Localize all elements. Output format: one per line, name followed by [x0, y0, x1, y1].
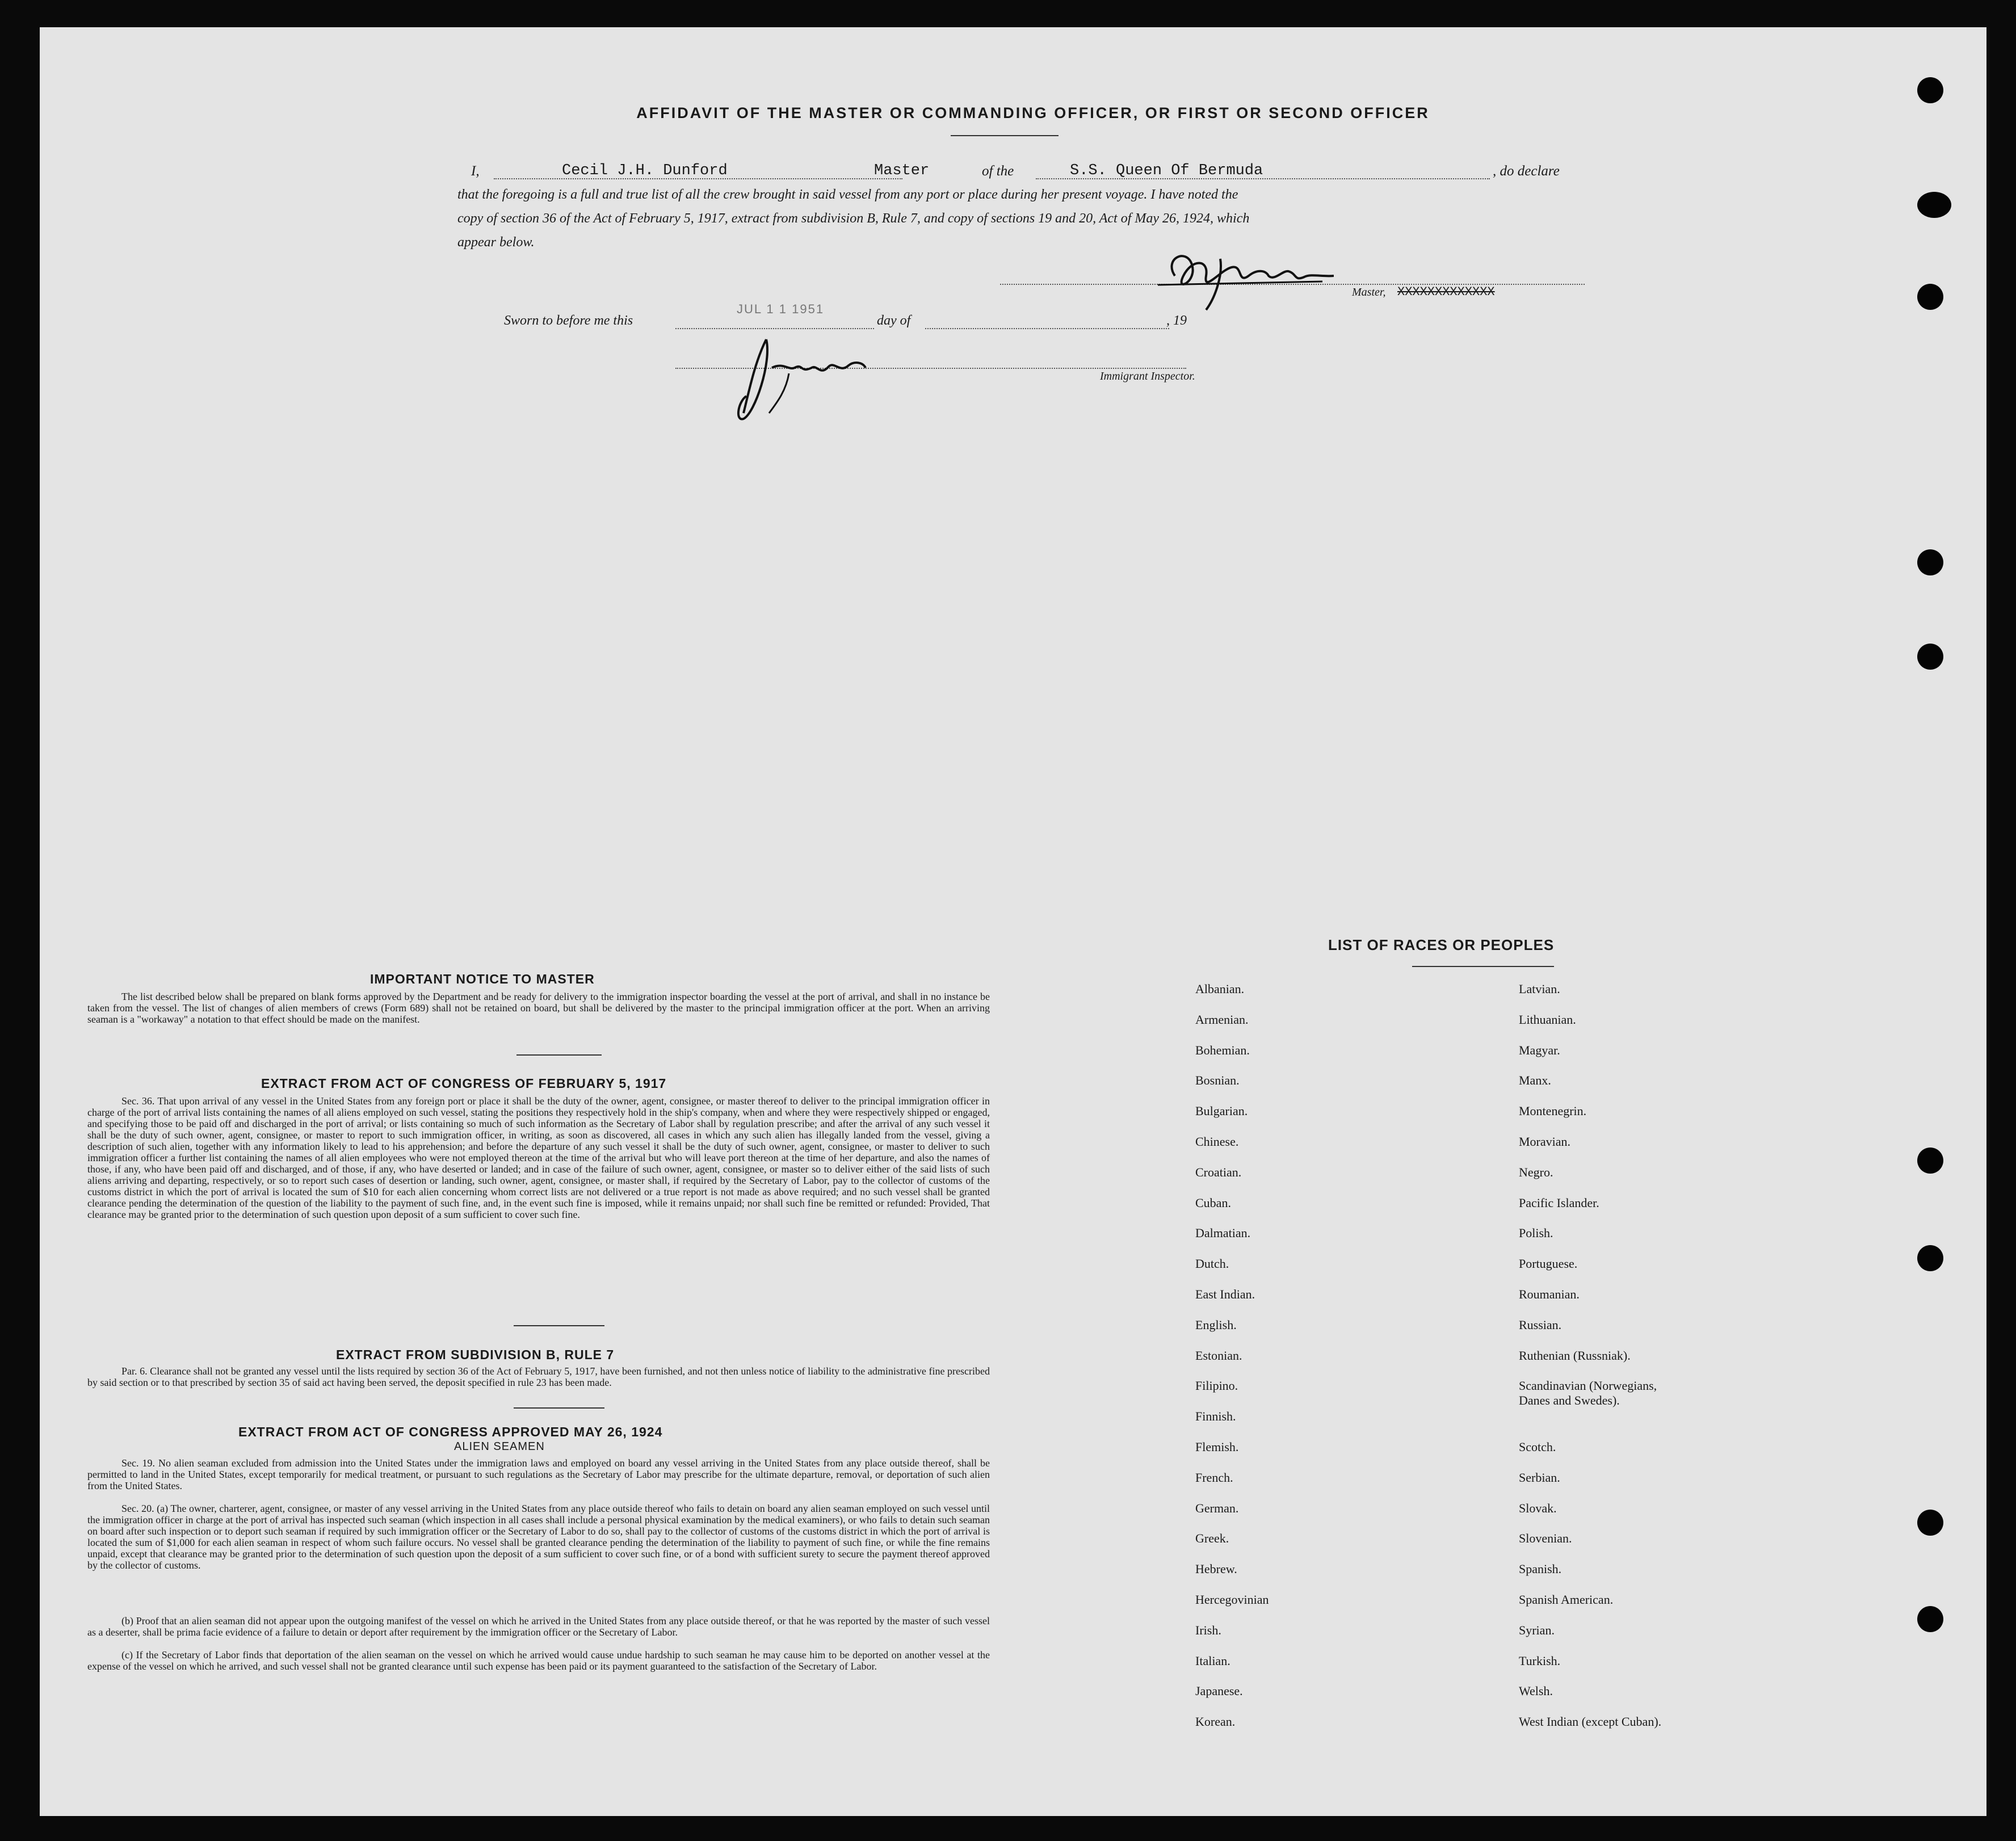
race-item: Spanish American.: [1519, 1592, 1614, 1607]
sworn-date-stamp: JUL 1 1 1951: [737, 302, 825, 316]
race-item: Irish.: [1195, 1623, 1221, 1637]
race-item: Albanian.: [1195, 982, 1245, 996]
race-item: East Indian.: [1195, 1287, 1255, 1301]
race-item: Serbian.: [1519, 1470, 1560, 1485]
race-item: German.: [1195, 1500, 1239, 1515]
struck-text: XXXXXXXXXXXXX: [1397, 285, 1495, 299]
punch-hole: [1917, 1245, 1943, 1271]
race-item: Bohemian.: [1195, 1043, 1250, 1057]
notice-title: IMPORTANT NOTICE TO MASTER: [370, 972, 595, 986]
inspector-signature: [732, 328, 880, 424]
punch-hole: [1917, 1606, 1943, 1632]
extract-1917-rule: [514, 1325, 604, 1326]
race-item: Hebrew.: [1195, 1562, 1237, 1577]
extract-1924-sec20c: (c) If the Secretary of Labor finds that deportation of the alien seaman on the vessel on which he arrived would cause undue hardship to such seaman he may cause him to be deported on another vessel at the expense of the vessel on which he arrived, and such vessel shall not be granted clearance until such expense has been paid or its payment guaranteed to the satisfaction of the Secretary of Labor.: [87, 1649, 990, 1672]
race-item: Dalmatian.: [1195, 1226, 1251, 1241]
race-item: Bulgarian.: [1195, 1104, 1248, 1119]
affidavit-title: AFFIDAVIT OF THE MASTER OR COMMANDING OFFICER, OR FIRST OR SECOND OFFICER: [636, 104, 1430, 121]
race-item: English.: [1195, 1317, 1237, 1332]
race-item: Cuban.: [1195, 1195, 1231, 1210]
sworn-label: Sworn to before me this: [504, 313, 633, 328]
notice-text: The list described below shall be prepared on blank forms approved by the Department and be ready for delivery to the immigration inspector boarding the vessel at the port of arrival, and shall in no instance be taken from the vessel. The list of changes of alien members of crews (Form 689) shall not be retained on board, but shall be delivered by the master to the principal immigration officer at the port. When an arriving seaman is a "workaway" a notation to that effect should be made on the manifest.: [87, 991, 990, 1025]
notice-rule: [516, 1054, 602, 1056]
race-item: Scandinavian (Norwegians, Danes and Swedes).: [1519, 1378, 1657, 1408]
race-item: Estonian.: [1195, 1348, 1242, 1363]
race-item: Korean.: [1195, 1714, 1236, 1729]
extract-1924-sec20a: Sec. 20. (a) The owner, charterer, agent, consignee, or master of any vessel arriving in the United States from any place outside thereof who fails to detain on board any alien seaman employed on such vessel until the immigration officer in charge at the port of arrival has inspected such seaman (which inspection in all cases shall include a personal physical examination by the medical examiners), or who fails to detain such seaman on board after such inspection or to deport such seaman if required by such immigration officer or the Secretary of Labor to do so, shall pay to the collector of customs of the customs district in which the port of arrival is located the sum of $1,000 for each alien seaman in respect of whom such failure occurs. No vessel shall be granted clearance pending the determination of the liability to payment of such fine, or while the fine remains unpaid, except that clearance may be granted prior to the determination of such question upon the deposit of a sum sufficient to cover such fine, or of a bond with sufficient surety to secure the payment thereof approved by the collector of customs.: [87, 1503, 990, 1571]
extract-rule7-rule: [514, 1407, 604, 1409]
document-page: [40, 27, 1986, 1816]
race-item: Greek.: [1195, 1531, 1229, 1546]
race-item: Hercegovinian: [1195, 1592, 1269, 1607]
race-item: Polish.: [1519, 1226, 1553, 1241]
race-item: Japanese.: [1195, 1684, 1243, 1699]
month-underline: [925, 328, 1169, 329]
extract-1924-sec20b: (b) Proof that an alien seaman did not appear upon the outgoing manifest of the vessel on which he arrived in the United States from any place outside thereof, or that he was reported by the master of such vessel as a deserter, shall be prima facie evidence of a failure to detain or deport after requirement by the immigration officer or the Secretary of Labor.: [87, 1615, 990, 1638]
race-item: Manx.: [1519, 1073, 1551, 1088]
race-item: Armenian.: [1195, 1012, 1249, 1027]
day-of-label: day of: [877, 313, 911, 328]
punch-hole: [1917, 549, 1943, 575]
race-item: Pacific Islander.: [1519, 1195, 1599, 1210]
race-item: Moravian.: [1519, 1134, 1571, 1149]
race-item: Dutch.: [1195, 1256, 1229, 1271]
race-item: Negro.: [1519, 1165, 1553, 1179]
race-item: Montenegrin.: [1519, 1104, 1587, 1119]
extract-rule7-title: EXTRACT FROM SUBDIVISION B, RULE 7: [336, 1347, 615, 1362]
race-item: Chinese.: [1195, 1134, 1239, 1149]
affidavit-i-label: I,: [471, 163, 480, 179]
race-item: Finnish.: [1195, 1409, 1236, 1424]
punch-hole: [1917, 77, 1943, 103]
races-title: LIST OF RACES OR PEOPLES: [1328, 936, 1555, 953]
extract-1917-title: EXTRACT FROM ACT OF CONGRESS OF FEBRUARY 5, 1917: [261, 1076, 667, 1091]
race-item: Scotch.: [1519, 1440, 1556, 1454]
master-signature: [1152, 236, 1334, 321]
race-item: Syrian.: [1519, 1623, 1555, 1637]
race-item: Latvian.: [1519, 982, 1560, 996]
extract-1924-sec19: Sec. 19. No alien seaman excluded from admission into the United States under the immigration laws and employed on board any vessel arriving in the United States from any place outside thereof, shall be permitted to land in the United States, except temporarily for medical treatment, or pursuant to such regulations as the Secretary of Labor may prescribe for the ultimate departure, removal, or deportation of such alien from the United States.: [87, 1457, 990, 1491]
race-item: French.: [1195, 1470, 1233, 1485]
race-item: Portuguese.: [1519, 1256, 1578, 1271]
punch-hole: [1917, 284, 1943, 310]
master-label: Master,: [1352, 286, 1386, 299]
extract-1917-text: Sec. 36. That upon arrival of any vessel in the United States from any foreign port or place it shall be the duty of the owner, agent, consignee, or master thereof to deliver to the principal immigration officer in charge of the port of arrival lists containing the names of all aliens employed on such vessel, stating the positions they respectively hold in the ship's company, when and where they were respectively shipped or engaged, and specifying those to be paid off and discharged in the port of arrival; or lists containing so much of such information as the Secretary of Labor shall by regulation prescribe; and after the arrival of any such vessel it shall be the duty of such owner, agent, consignee, or master to report to such immigration officer, in writing, as soon as discovered, all cases in which any such alien has illegally landed from the vessel, giving a description of such alien, together with any information likely to lead to his apprehension; and before the departure of any such vessel it shall be the duty of such owner, agent, consignee, or master to deliver to such immigration officer a further list containing the names of all alien employees who were not employed thereon at the time of the arrival but who will leave port thereon at the time of her departure, and also the names of those, if any, who have been paid off and discharged, and of those, if any, who have deserted or landed; and in case of the failure of such owner, agent, consignee, or master so to deliver either of the said lists of such aliens arriving and departing, respectively, or so to report such cases of desertion or landing, such owner, agent, consignee, or master shall, if required by the Secretary of Labor, pay to the collector of customs of the customs district in which the port of arrival is located the sum of $10 for each alien concerning whom correct lists are not delivered or a true report is not made as above required; and no such vessel shall be granted clearance pending the determination of the question of the liability to the payment of such fine, and, in the event such fine is imposed, while it remains unpaid; nor shall such fine be remitted or refunded: Provided, That clearance may be granted prior to the determination of such question upon deposit of a sum sufficient to cover such fine.: [87, 1095, 990, 1220]
affidavit-line-3: copy of section 36 of the Act of February 5, 1917, extract from subdivision B, Rule 7, and copy of sections 19 and 20, Act of May 26, 1924, which: [457, 211, 1250, 226]
master-rank: Master: [874, 162, 930, 179]
race-item: Turkish.: [1519, 1653, 1561, 1668]
vessel-name: S.S. Queen Of Bermuda: [1070, 162, 1263, 179]
race-item: Croatian.: [1195, 1165, 1242, 1179]
race-item: Ruthenian (Russniak).: [1519, 1348, 1631, 1363]
race-item: Flemish.: [1195, 1440, 1239, 1454]
punch-hole: [1917, 644, 1943, 670]
race-item: Spanish.: [1519, 1562, 1562, 1577]
race-item: Italian.: [1195, 1653, 1230, 1668]
extract-rule7-text: Par. 6. Clearance shall not be granted any vessel until the lists required by section 36 of the Act of February 5, 1917, have been furnished, and not then unless notice of liability to the administrative fine prescribed by said section or to that prescribed by section 35 of said act having been served, the deposit specified in rule 23 has been made.: [87, 1365, 990, 1388]
race-item: Russian.: [1519, 1317, 1562, 1332]
master-name: Cecil J.H. Dunford: [562, 162, 728, 179]
race-item: Bosnian.: [1195, 1073, 1240, 1088]
of-the-label: of the: [982, 163, 1014, 179]
title-rule: [951, 135, 1059, 136]
race-item: Filipino.: [1195, 1378, 1238, 1393]
races-rule: [1412, 966, 1554, 967]
extract-1924-subtitle: ALIEN SEAMEN: [454, 1440, 545, 1453]
race-item: Roumanian.: [1519, 1287, 1580, 1301]
race-item: Welsh.: [1519, 1684, 1553, 1699]
race-item: Slovak.: [1519, 1500, 1557, 1515]
year-label: , 19: [1166, 313, 1187, 328]
race-item: Magyar.: [1519, 1043, 1560, 1057]
extract-1924-title: EXTRACT FROM ACT OF CONGRESS APPROVED MAY 26, 1924: [238, 1424, 663, 1439]
affidavit-line-4: appear below.: [457, 235, 535, 250]
inspector-label: Immigrant Inspector.: [1100, 370, 1195, 383]
affidavit-line-2: that the foregoing is a full and true list of all the crew brought in said vessel from any port or place during her present voyage. I have noted the: [457, 187, 1238, 202]
punch-hole: [1917, 1510, 1943, 1536]
punch-hole: [1917, 1148, 1943, 1174]
race-item: West Indian (except Cuban).: [1519, 1714, 1662, 1729]
punch-hole: [1917, 192, 1951, 218]
race-item: Slovenian.: [1519, 1531, 1572, 1546]
race-item: Lithuanian.: [1519, 1012, 1576, 1027]
do-declare-label: , do declare: [1493, 163, 1560, 179]
